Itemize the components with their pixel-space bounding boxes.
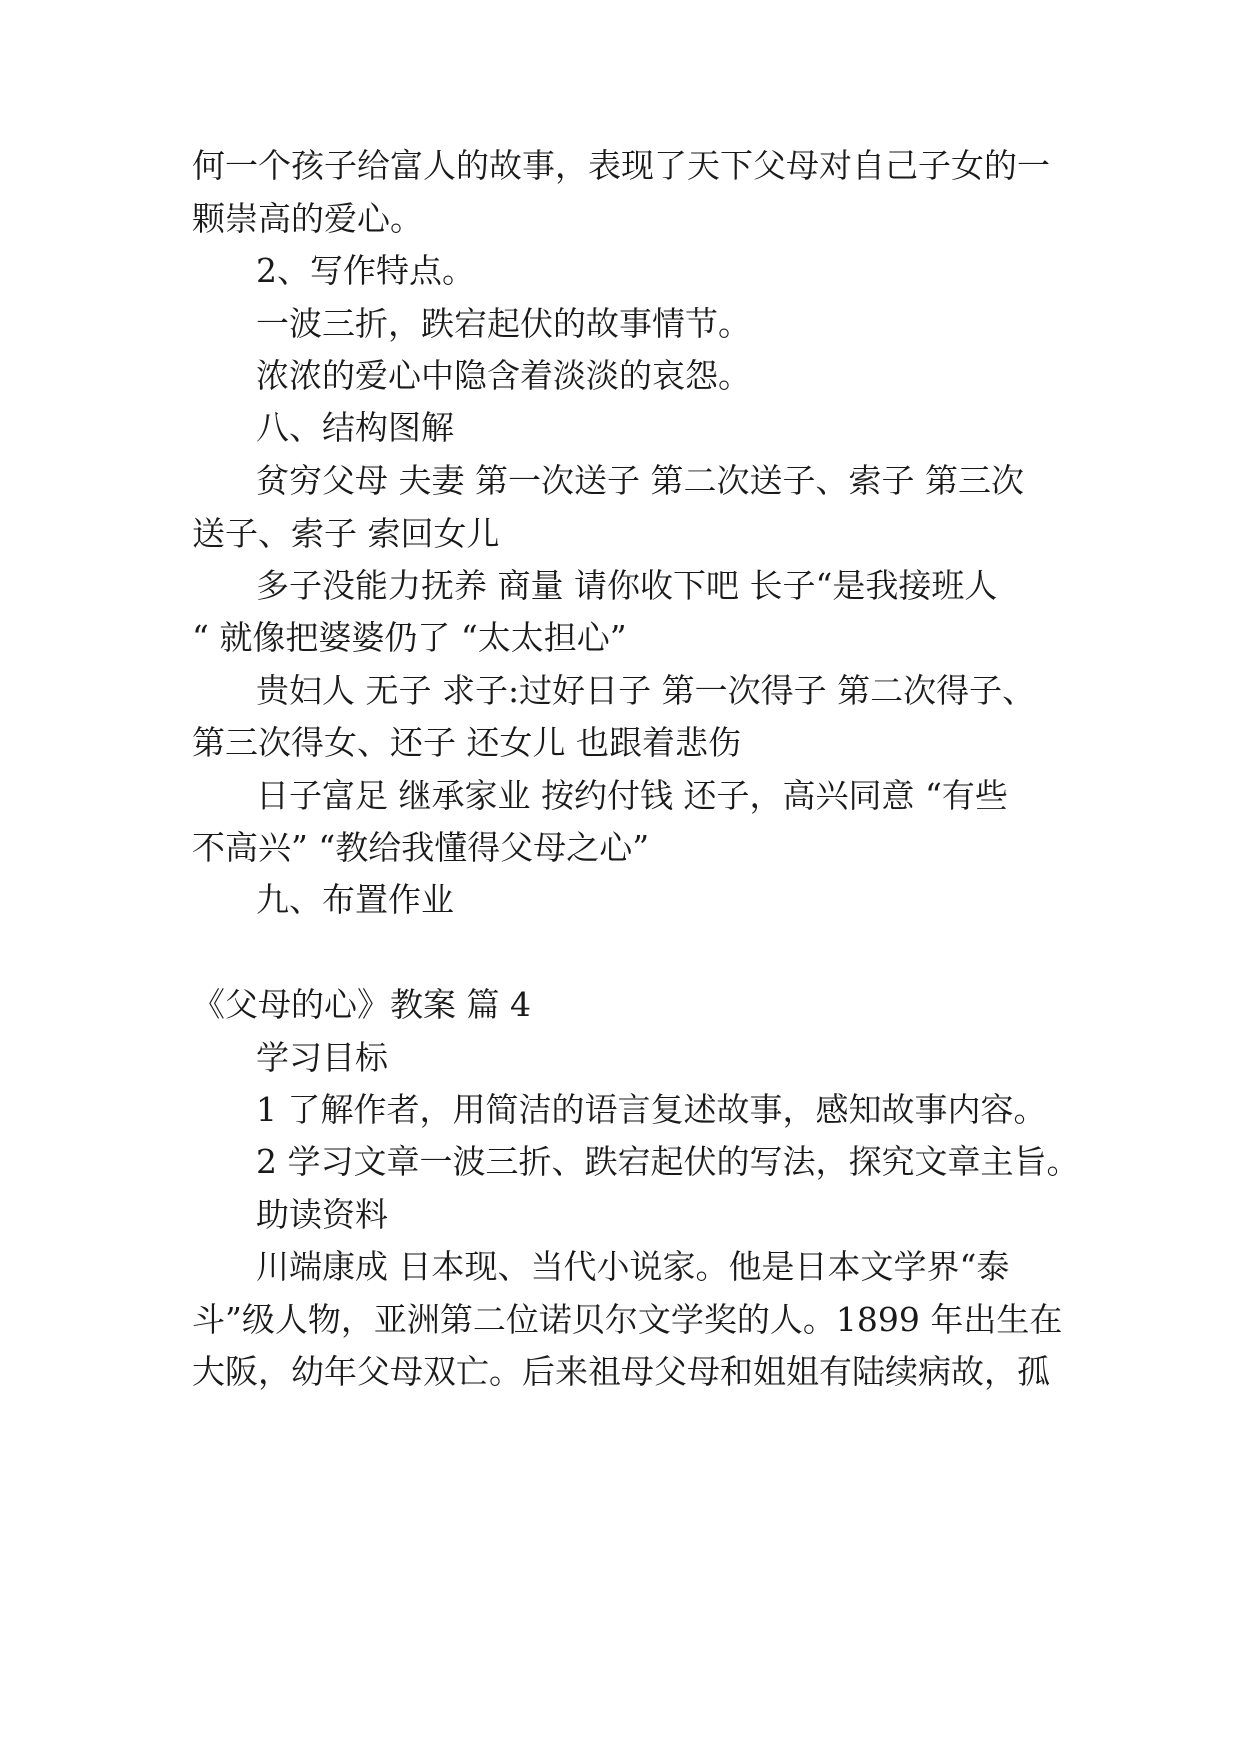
- paragraph-line: 一波三折，跌宕起伏的故事情节。: [256, 304, 751, 343]
- heading-assignment: 九、布置作业: [256, 880, 454, 919]
- paragraph-line: 日子富足 继承家业 按约付钱 还子，高兴同意 “有些: [256, 776, 1008, 815]
- paragraph-line: 送子、索子 索回女儿: [192, 514, 500, 553]
- paragraph-line: 川端康成 日本现、当代小说家。他是日本文学界“泰: [256, 1247, 1010, 1286]
- paragraph-line: 斗”级人物，亚洲第二位诺贝尔文学奖的人。1899 年出生在: [192, 1300, 1063, 1339]
- subheading-writing-features: 2、写作特点。: [256, 251, 475, 290]
- paragraph-line: 贫穷父母 夫妻 第一次送子 第二次送子、索子 第三次: [256, 461, 1024, 500]
- paragraph-line: 不高兴” “教给我懂得父母之心”: [192, 828, 650, 867]
- heading-learning-goals: 学习目标: [256, 1038, 388, 1077]
- paragraph-line: 何一个孩子给富人的故事，表现了天下父母对自己子女的一: [192, 146, 1050, 185]
- heading-reading-material: 助读资料: [256, 1195, 388, 1234]
- paragraph-line: 贵妇人 无子 求子:过好日子 第一次得子 第二次得子、: [256, 671, 1036, 710]
- paragraph-line: 2 学习文章一波三折、跌宕起伏的写法，探究文章主旨。: [256, 1142, 1080, 1181]
- paragraph-line: 第三次得女、还子 还女儿 也跟着悲伤: [192, 723, 741, 762]
- heading-structure-diagram: 八、结构图解: [256, 408, 454, 447]
- section-title: 《父母的心》教案 篇 4: [192, 985, 531, 1024]
- paragraph-line: 颗崇高的爱心。: [192, 199, 423, 238]
- paragraph-line: 大阪，幼年父母双亡。后来祖母父母和姐姐有陆续病故，孤: [192, 1352, 1050, 1391]
- paragraph-line: 1 了解作者，用简洁的语言复述故事，感知故事内容。: [256, 1090, 1047, 1129]
- paragraph-line: “ 就像把婆婆仍了 “太太担心”: [192, 618, 627, 657]
- paragraph-line: 浓浓的爱心中隐含着淡淡的哀怨。: [256, 356, 751, 395]
- paragraph-line: 多子没能力抚养 商量 请你收下吧 长子“是我接班人: [256, 566, 998, 605]
